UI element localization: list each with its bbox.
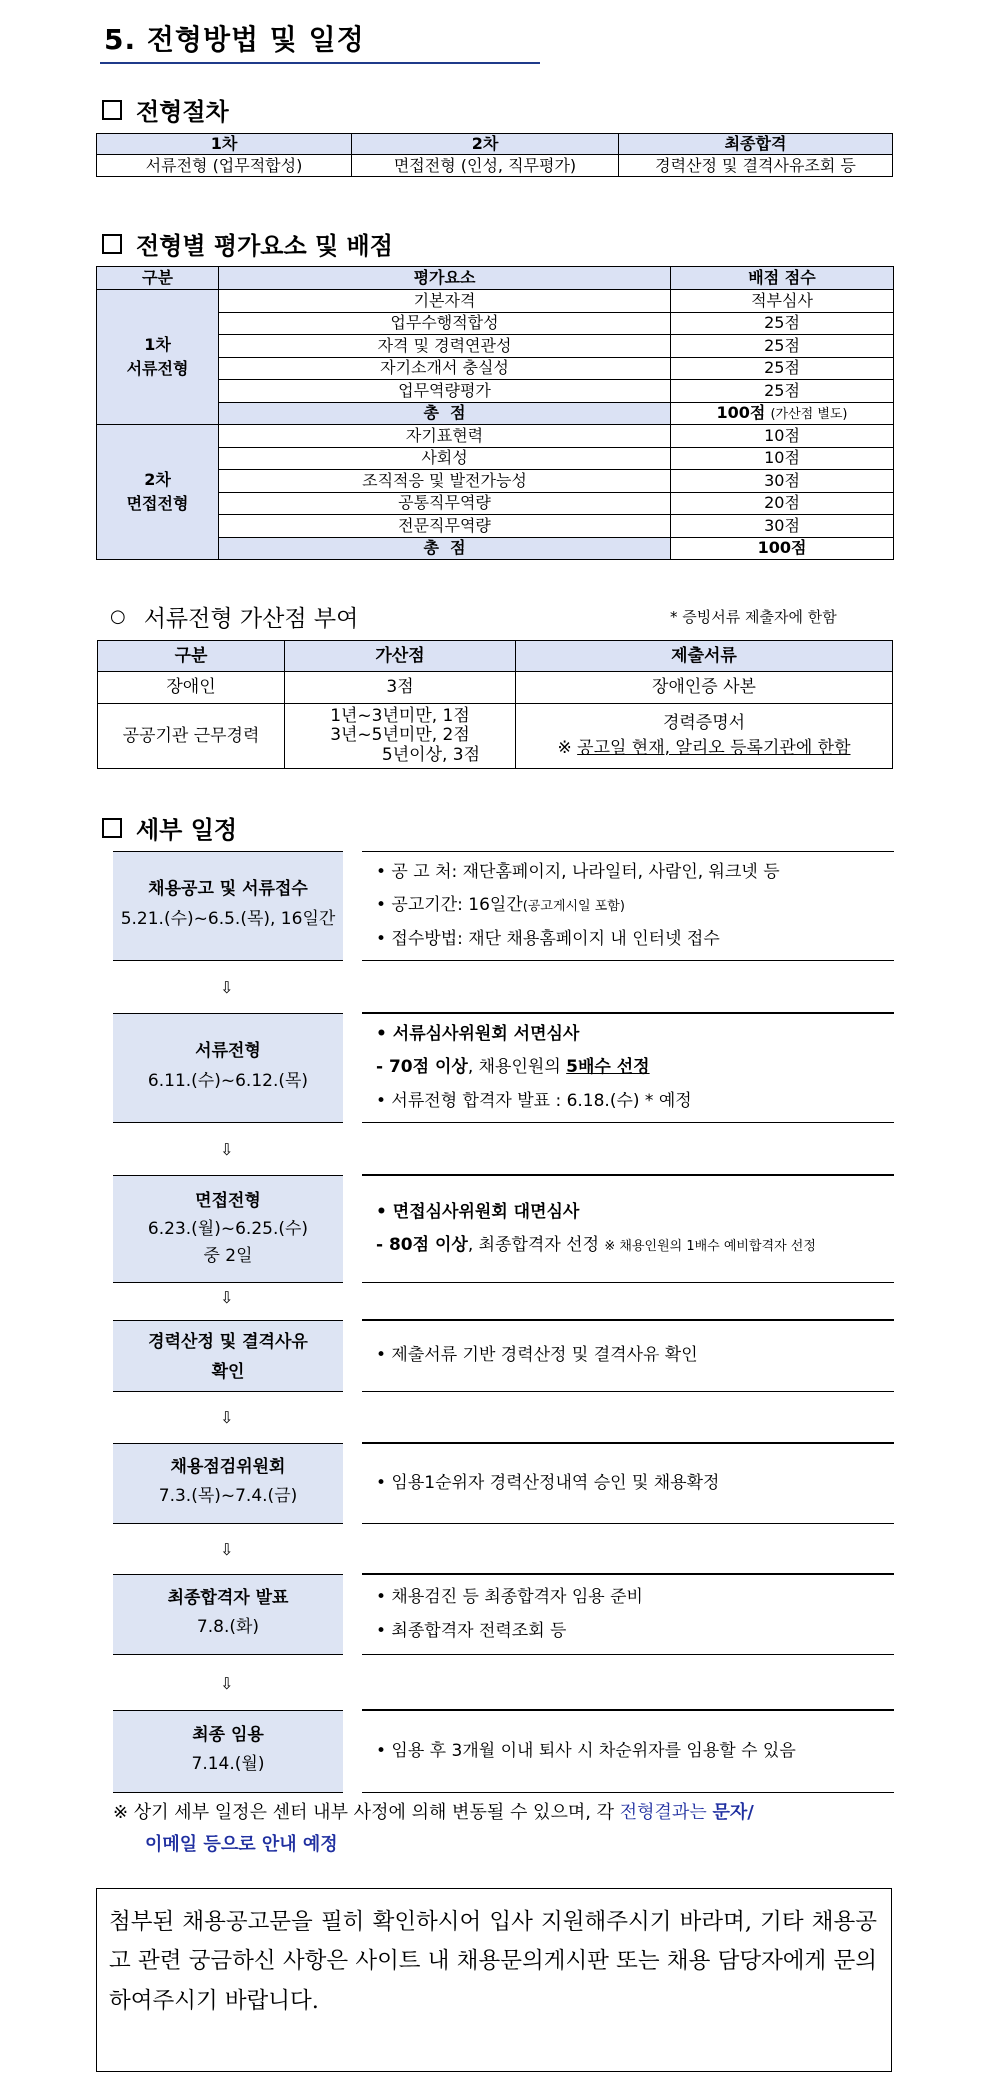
schedule-step-title: 경력산정 및 결격사유 xyxy=(148,1332,308,1353)
eval-stage2-score: 30점 xyxy=(671,470,894,493)
schedule-step-recruit xyxy=(113,851,343,961)
schedule-step-announcement xyxy=(113,1574,343,1655)
eval-stage2-label xyxy=(97,425,219,560)
bonus-row1-category: 장애인 xyxy=(98,672,285,704)
square-bullet-icon xyxy=(102,100,122,120)
schedule-step-document xyxy=(113,1013,343,1123)
schedule-step-date: 7.8.(화) xyxy=(196,1617,260,1638)
schedule-detail-text: • 공고기간: 16일간 xyxy=(376,895,523,916)
schedule-step-title: 면접전형 xyxy=(195,1191,261,1212)
schedule-detail-item: • 임용 후 3개월 이내 퇴사 시 차순위자를 임용할 수 있음 xyxy=(376,1740,796,1761)
schedule-step-details xyxy=(362,851,894,961)
schedule-step-date: 7.3.(목)~7.4.(금) xyxy=(158,1486,298,1507)
closing-message: 첨부된 채용공고문을 필히 확인하시어 입사 지원해주시기 바라며, 기타 채용공고 관련 궁금하신 사항은 사이트 내 채용문의게시판 또는 채용 담당자에게 문의하여주시기 바랍니다. xyxy=(96,1888,892,2072)
bonus-point-line: 1년~3년미만, 1점 xyxy=(330,705,470,726)
schedule-step-interview xyxy=(113,1175,343,1283)
schedule-step-title2: 확인 xyxy=(211,1361,245,1382)
schedule-detail-item xyxy=(376,1229,894,1262)
section-schedule xyxy=(102,810,237,845)
square-bullet-icon xyxy=(102,234,122,254)
eval-stage1-label-2: 서류전형 xyxy=(126,359,189,378)
eval-stage1-total-note: (가산점 별도) xyxy=(770,407,848,423)
procedure-table xyxy=(96,133,893,177)
footnote-blue-text: 전형결과는 xyxy=(619,1802,713,1823)
eval-stage2-total-score: 100점 xyxy=(671,537,894,560)
schedule-step-date: 7.14.(월) xyxy=(191,1754,265,1775)
section-evaluation xyxy=(102,226,393,261)
bonus-row2-points xyxy=(285,704,516,769)
eval-header-category: 구분 xyxy=(97,267,219,290)
eval-stage2-total-label: 총 점 xyxy=(219,537,671,560)
eval-stage1-label xyxy=(97,290,219,425)
eval-stage1-item: 업무수행적합성 xyxy=(219,312,671,335)
footnote-text: ※ 상기 세부 일정은 센터 내부 사정에 의해 변동될 수 있으며, 각 xyxy=(113,1802,620,1823)
schedule-step-date: 6.23.(월)~6.25.(수) xyxy=(147,1218,309,1239)
eval-stage1-score: 25점 xyxy=(671,312,894,335)
schedule-detail-text: , 채용인원의 xyxy=(467,1057,567,1078)
bonus-heading-row xyxy=(110,600,358,633)
eval-stage1-total-label: 총 점 xyxy=(219,402,671,425)
eval-stage1-item: 기본자격 xyxy=(219,290,671,313)
evaluation-table xyxy=(96,266,894,560)
schedule-detail-item: • 서류심사위원회 서면심사 xyxy=(376,1024,580,1045)
eval-stage2-item: 자기표현력 xyxy=(219,425,671,448)
down-arrow-icon: ⇩ xyxy=(220,1288,234,1307)
schedule-step-details xyxy=(362,1574,894,1655)
page-title: 5. 전형방법 및 일정 xyxy=(104,23,365,56)
section-procedure xyxy=(102,92,229,127)
schedule-step-verification xyxy=(113,1320,343,1392)
schedule-step-details xyxy=(362,1320,894,1392)
schedule-step-committee xyxy=(113,1443,343,1524)
eval-stage2-score: 10점 xyxy=(671,425,894,448)
schedule-detail-item xyxy=(376,1051,894,1084)
schedule-step-details xyxy=(362,1710,894,1793)
schedule-detail-item: • 면접심사위원회 대면심사 xyxy=(376,1201,580,1222)
procedure-header-2: 2차 xyxy=(352,134,619,155)
section-schedule-heading: 세부 일정 xyxy=(136,816,238,844)
down-arrow-icon: ⇩ xyxy=(220,1540,234,1559)
square-bullet-icon xyxy=(102,818,122,838)
schedule-step-details xyxy=(362,1175,894,1283)
bonus-heading: 서류전형 가산점 부여 xyxy=(143,606,359,632)
schedule-step-details xyxy=(362,1443,894,1524)
section-procedure-heading: 전형절차 xyxy=(136,98,229,126)
schedule-step-title: 최종합격자 발표 xyxy=(167,1587,289,1608)
schedule-detail-item: • 최종합격자 전력조회 등 xyxy=(376,1620,567,1641)
schedule-detail-item: • 채용검진 등 최종합격자 임용 준비 xyxy=(376,1587,643,1608)
eval-stage2-item: 사회성 xyxy=(219,447,671,470)
bonus-header-points: 가산점 xyxy=(285,641,516,672)
procedure-value-2: 면접전형 (인성, 직무평가) xyxy=(352,155,619,177)
eval-stage1-item: 자기소개서 충실성 xyxy=(219,357,671,380)
schedule-step-title: 최종 임용 xyxy=(192,1724,264,1745)
schedule-detail-item: • 서류전형 합격자 발표 : 6.18.(수) * 예정 xyxy=(376,1090,692,1111)
schedule-step-date: 6.11.(수)~6.12.(목) xyxy=(147,1070,309,1091)
schedule-step-title: 채용점검위원회 xyxy=(170,1456,286,1477)
bonus-point-line: 3년~5년미만, 2점 xyxy=(330,725,470,746)
bonus-point-line: 5년이상, 3점 xyxy=(381,744,481,765)
schedule-detail-underline: 5배수 선정 xyxy=(566,1057,650,1078)
schedule-step-date: 5.21.(수)~6.5.(목), 16일간 xyxy=(120,908,336,929)
schedule-footnote xyxy=(113,1797,903,1860)
footnote-blue-bold: 문자/ xyxy=(712,1802,754,1823)
procedure-value-3: 경력산정 및 결격사유조회 등 xyxy=(619,155,893,177)
bonus-header-category: 구분 xyxy=(98,641,285,672)
eval-stage1-total-score: 100점 xyxy=(716,403,766,423)
section-evaluation-heading: 전형별 평가요소 및 배점 xyxy=(136,232,393,260)
reference-mark: ※ xyxy=(557,738,578,758)
bonus-row1-points: 3점 xyxy=(285,672,516,704)
procedure-header-3: 최종합격 xyxy=(619,134,893,155)
eval-stage1-score: 25점 xyxy=(671,335,894,358)
eval-stage2-score: 30점 xyxy=(671,515,894,538)
schedule-detail-item: • 공 고 처: 재단홈페이지, 나라일터, 사람인, 워크넷 등 xyxy=(376,862,780,883)
eval-stage1-score: 적부심사 xyxy=(671,290,894,313)
eval-stage1-score: 25점 xyxy=(671,357,894,380)
bonus-docs-line2 xyxy=(516,736,892,762)
procedure-value-1: 서류전형 (업무적합성) xyxy=(97,155,352,177)
eval-stage2-item: 조직적응 및 발전가능성 xyxy=(219,470,671,493)
eval-header-score: 배점 점수 xyxy=(671,267,894,290)
down-arrow-icon: ⇩ xyxy=(220,1140,234,1159)
bonus-header-docs: 제출서류 xyxy=(516,641,893,672)
eval-stage2-item: 공통직무역량 xyxy=(219,492,671,515)
footnote-blue-bold-2: 이메일 등으로 안내 예정 xyxy=(145,1833,338,1855)
eval-header-element: 평가요소 xyxy=(219,267,671,290)
schedule-detail-item: • 접수방법: 재단 채용홈페이지 내 인터넷 접수 xyxy=(376,928,720,949)
eval-stage2-item: 전문직무역량 xyxy=(219,515,671,538)
bonus-docs-line1: 경력증명서 xyxy=(662,712,746,733)
schedule-detail-item xyxy=(376,889,894,922)
eval-stage1-item: 업무역량평가 xyxy=(219,380,671,403)
bonus-table xyxy=(97,640,893,769)
schedule-step-title: 채용공고 및 서류접수 xyxy=(148,879,308,900)
schedule-detail-item: • 제출서류 기반 경력산정 및 결격사유 확인 xyxy=(376,1345,698,1366)
eval-stage2-score: 20점 xyxy=(671,492,894,515)
bonus-row2-category: 공공기관 근무경력 xyxy=(98,704,285,769)
schedule-detail-small: (공고게시일 포함) xyxy=(522,899,625,915)
schedule-step-appointment xyxy=(113,1710,343,1793)
eval-stage1-label-1: 1차 xyxy=(144,335,171,354)
circle-bullet-icon: ○ xyxy=(110,606,126,627)
bonus-row1-docs: 장애인증 사본 xyxy=(516,672,893,704)
schedule-detail-bold: - 80점 이상 xyxy=(376,1235,468,1255)
schedule-step-title: 서류전형 xyxy=(195,1041,261,1062)
bonus-docs-condition: 공고일 현재, 알리오 등록기관에 한함 xyxy=(577,738,851,758)
eval-stage1-item: 자격 및 경력연관성 xyxy=(219,335,671,358)
eval-stage2-label-1: 2차 xyxy=(144,470,171,489)
schedule-detail-bold: - 70점 이상 xyxy=(376,1057,468,1078)
eval-stage1-score: 25점 xyxy=(671,380,894,403)
bonus-row2-docs xyxy=(516,704,893,769)
schedule-detail-small: ※ 채용인원의 1배수 예비합격자 선정 xyxy=(604,1239,816,1254)
procedure-header-1: 1차 xyxy=(97,134,352,155)
schedule-detail-item: • 임용1순위자 경력산정내역 승인 및 채용확정 xyxy=(376,1472,720,1493)
bonus-note: * 증빙서류 제출자에 한함 xyxy=(670,608,837,626)
down-arrow-icon: ⇩ xyxy=(220,1408,234,1427)
down-arrow-icon: ⇩ xyxy=(220,1674,234,1693)
schedule-detail-text: , 최종합격자 선정 xyxy=(467,1235,605,1255)
down-arrow-icon: ⇩ xyxy=(220,978,234,997)
eval-stage1-total xyxy=(671,402,894,425)
eval-stage2-score: 10점 xyxy=(671,447,894,470)
eval-stage2-label-2: 면접전형 xyxy=(126,494,189,513)
schedule-step-date2: 중 2일 xyxy=(203,1245,253,1266)
schedule-step-details xyxy=(362,1013,894,1123)
title-underline xyxy=(100,62,540,64)
